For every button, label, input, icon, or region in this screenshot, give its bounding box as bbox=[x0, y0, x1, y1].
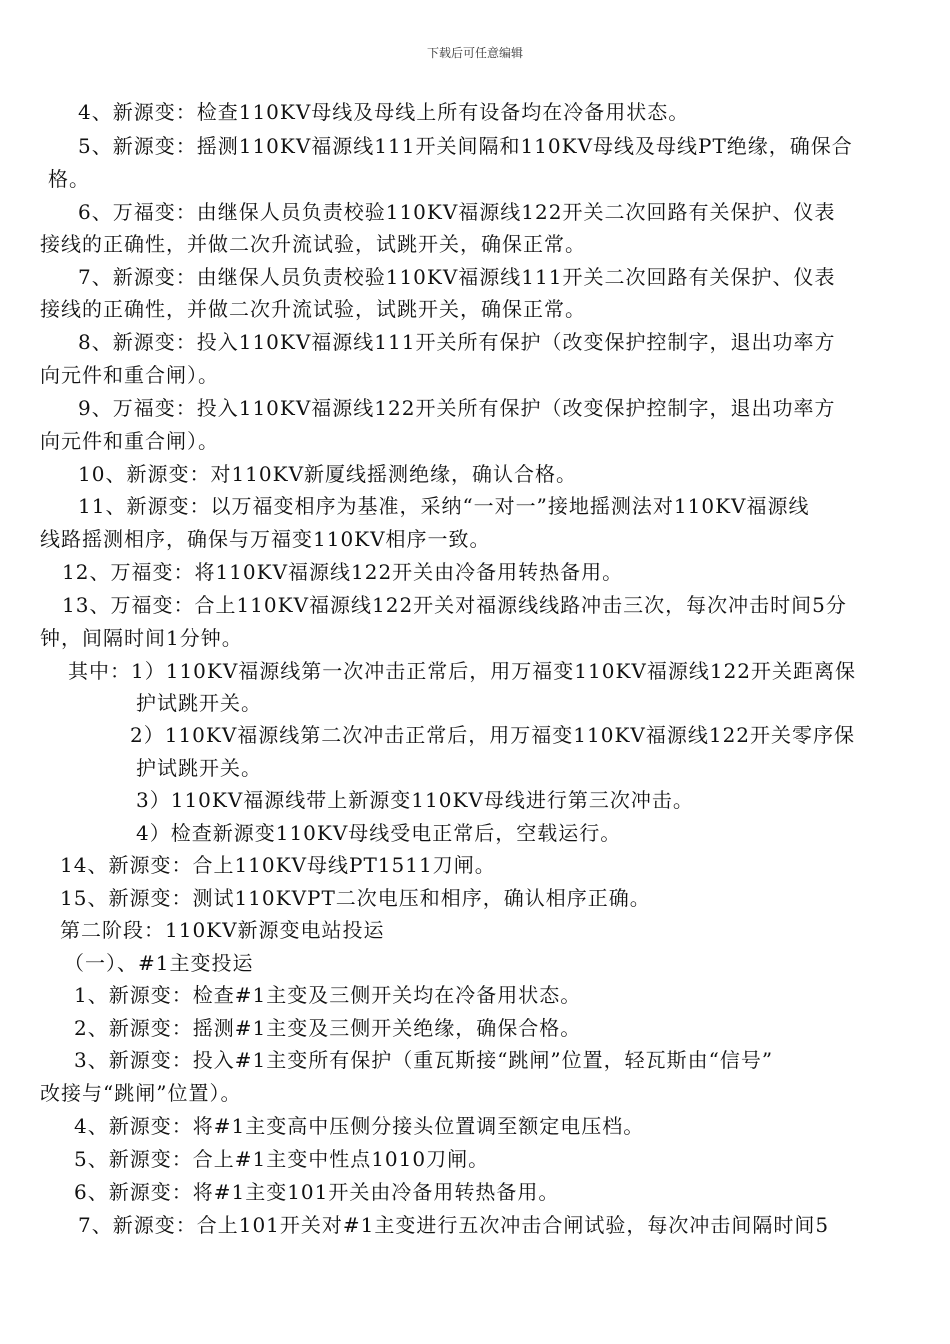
text-line: 3）110KV福源线带上新源变110KV母线进行第三次冲击。 bbox=[136, 788, 694, 812]
text-line: 改接与“跳闸”位置）。 bbox=[40, 1081, 242, 1105]
text-line: 14、新源变：合上110KV母线PT1511刀闸。 bbox=[60, 853, 496, 877]
text-line: 4）检查新源变110KV母线受电正常后，空载运行。 bbox=[136, 821, 622, 845]
text-line: 9、万福变：投入110KV福源线122开关所有保护（改变保护控制字，退出功率方 bbox=[78, 396, 836, 420]
text-line: 8、新源变：投入110KV福源线111开关所有保护（改变保护控制字，退出功率方 bbox=[78, 330, 836, 354]
text-line: 13、万福变：合上110KV福源线122开关对福源线线路冲击三次，每次冲击时间5分 bbox=[62, 593, 847, 617]
section-heading: 第二阶段：110KV新源变电站投运 bbox=[60, 918, 385, 942]
text-line: 护试跳开关。 bbox=[136, 691, 262, 715]
text-line: 6、万福变：由继保人员负责校验110KV福源线122开关二次回路有关保护、仪表 bbox=[78, 200, 836, 224]
text-line: 7、新源变：合上101开关对#1主变进行五次冲击合闸试验，每次冲击间隔时间5 bbox=[78, 1213, 830, 1237]
text-line: 2）110KV福源线第二次冲击正常后，用万福变110KV福源线122开关零序保 bbox=[130, 723, 856, 747]
subsection-heading: （一）、#1主变投运 bbox=[64, 951, 254, 975]
text-line: 4、新源变：将#1主变高中压侧分接头位置调至额定电压档。 bbox=[74, 1114, 645, 1138]
text-line: 11、新源变：以万福变相序为基准，采纳“一对一”接地摇测法对110KV福源线 bbox=[78, 494, 810, 518]
text-line: 2、新源变：摇测#1主变及三侧开关绝缘，确保合格。 bbox=[74, 1016, 582, 1040]
text-line: 5、新源变：合上#1主变中性点1010刀闸。 bbox=[74, 1147, 490, 1171]
text-line: 护试跳开关。 bbox=[136, 756, 262, 780]
page-header: 下载后可任意编辑 bbox=[426, 46, 523, 60]
text-line: 3、新源变：投入#1主变所有保护（重瓦斯接“跳闸”位置，轻瓦斯由“信号” bbox=[74, 1048, 774, 1072]
text-line: 4、新源变：检查110KV母线及母线上所有设备均在冷备用状态。 bbox=[78, 100, 690, 124]
text-line: 5、新源变：摇测110KV福源线111开关间隔和110KV母线及母线PT绝缘，确保合 bbox=[78, 134, 853, 158]
text-line: 15、新源变：测试110KVPT二次电压和相序，确认相序正确。 bbox=[60, 886, 651, 910]
text-line: 线路摇测相序，确保与万福变110KV相序一致。 bbox=[40, 527, 491, 551]
text-line: 6、新源变：将#1主变101开关由冷备用转热备用。 bbox=[74, 1180, 560, 1204]
text-line: 格。 bbox=[48, 167, 90, 191]
text-line: 接线的正确性，并做二次升流试验，试跳开关，确保正常。 bbox=[40, 232, 586, 256]
text-line: 接线的正确性，并做二次升流试验，试跳开关，确保正常。 bbox=[40, 297, 586, 321]
text-line: 其中：1）110KV福源线第一次冲击正常后，用万福变110KV福源线122开关距离保 bbox=[68, 659, 857, 683]
text-line: 10、新源变：对110KV新厦线摇测绝缘，确认合格。 bbox=[78, 462, 578, 486]
text-line: 12、万福变：将110KV福源线122开关由冷备用转热备用。 bbox=[62, 560, 624, 584]
text-line: 7、新源变：由继保人员负责校验110KV福源线111开关二次回路有关保护、仪表 bbox=[78, 265, 836, 289]
text-line: 向元件和重合闸）。 bbox=[40, 429, 219, 453]
text-line: 钟，间隔时间1分钟。 bbox=[40, 626, 243, 650]
text-line: 向元件和重合闸）。 bbox=[40, 363, 219, 387]
text-line: 1、新源变：检查#1主变及三侧开关均在冷备用状态。 bbox=[74, 983, 582, 1007]
